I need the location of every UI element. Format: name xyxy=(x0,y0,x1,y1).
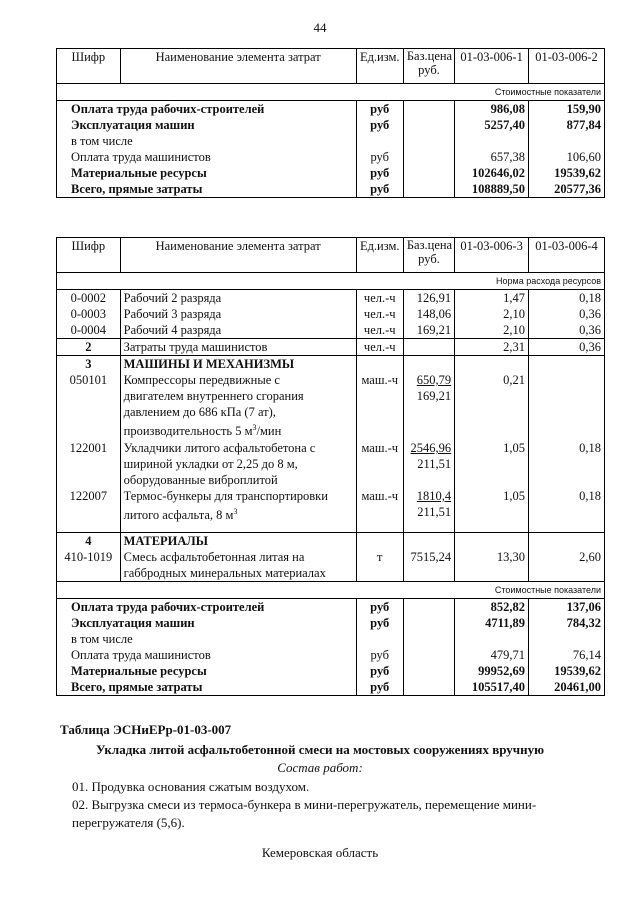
row-value-b: 106,60 xyxy=(529,149,605,165)
row-value-a xyxy=(455,631,529,647)
table-cell xyxy=(356,532,403,549)
table-row xyxy=(57,339,605,356)
row-unit: руб xyxy=(356,598,403,615)
row-name: Эксплуатация машин xyxy=(57,117,357,133)
row-name: в том числе xyxy=(57,631,357,647)
row-unit xyxy=(356,133,403,149)
table-cell xyxy=(356,356,403,373)
row-name-line: Компрессоры передвижные с xyxy=(123,373,280,387)
section-code: 3 xyxy=(57,356,121,373)
row-value-b: 19539,62 xyxy=(529,663,605,679)
col-base-price: Баз.цена руб. xyxy=(403,238,454,273)
row-value-a: 2,10 xyxy=(455,322,529,339)
row-value-b: 0,36 xyxy=(529,306,605,322)
table-row xyxy=(57,631,605,647)
section-name: МАШИНЫ И МЕХАНИЗМЫ xyxy=(120,356,356,373)
cost-table-2 xyxy=(56,237,605,696)
col-code-a: 01-03-006-3 xyxy=(455,238,529,273)
row-price xyxy=(403,615,454,631)
row-value-a: 986,08 xyxy=(455,101,529,118)
row-value-a: 479,71 xyxy=(455,647,529,663)
row-name: Компрессоры передвижные с двигателем внутреннего сгорания давлением до 686 кПа (7 ат), производительность 5 $м^3$/мин xyxy=(120,372,356,440)
row-value-b: 0,36 xyxy=(529,339,605,356)
price-bottom: 211,51 xyxy=(417,505,452,519)
col-code: Шифр xyxy=(57,49,121,84)
table-row xyxy=(57,372,605,440)
row-name: Термос-бункеры для транспортировки литого асфальта, 8 $м^3$ xyxy=(120,488,356,532)
row-value-a: 1,05 xyxy=(455,440,529,488)
section-subtitle: Состав работ: xyxy=(277,760,363,775)
subheader-cost: Стоимостные показатели xyxy=(57,84,605,101)
row-name: Всего, прямые затраты xyxy=(57,679,357,696)
row-price: 148,06 xyxy=(403,306,454,322)
col-name: Наименование элемента затрат xyxy=(120,49,356,84)
row-name-line: Укладчики литого асфальтобетона с xyxy=(123,441,316,455)
table-cell xyxy=(529,532,605,549)
row-value-b: 0,36 xyxy=(529,322,605,339)
table-row xyxy=(57,181,605,198)
table-cell xyxy=(403,532,454,549)
row-value-a: 0,21 xyxy=(455,372,529,440)
table-row xyxy=(57,440,605,488)
row-name: Материальные ресурсы xyxy=(57,663,357,679)
row-value-b: 20577,36 xyxy=(529,181,605,198)
footer-region: Кемеровская область xyxy=(261,845,379,860)
table-cell xyxy=(403,356,454,373)
price-top: 650,79 xyxy=(416,373,452,387)
row-value-a: 5257,40 xyxy=(455,117,529,133)
row-name-unit: /мин xyxy=(256,424,282,439)
row-name: Рабочий 2 разряда xyxy=(120,290,356,307)
col-unit: Ед.изм. xyxy=(356,49,403,84)
row-name-line: двигателем внутреннего сгорания xyxy=(123,389,304,403)
row-price xyxy=(403,101,454,118)
col-code-a: 01-03-006-1 xyxy=(455,49,529,84)
row-value-a: 2,31 xyxy=(455,339,529,356)
row-price: 126,91 xyxy=(403,290,454,307)
row-value-b: 877,84 xyxy=(529,117,605,133)
row-value-a: 102646,02 xyxy=(455,165,529,181)
row-value-b: 20461,00 xyxy=(529,679,605,696)
row-value-b: 19539,62 xyxy=(529,165,605,181)
row-price: 7515,24 xyxy=(403,549,454,582)
row-value-a: 105517,40 xyxy=(455,679,529,696)
row-value-b: 137,06 xyxy=(529,598,605,615)
row-name xyxy=(120,549,356,582)
row-unit: руб xyxy=(356,679,403,696)
price-top: 2546,96 xyxy=(410,441,452,455)
row-name: Эксплуатация машин xyxy=(57,615,357,631)
row-name-line: производительность 5 м xyxy=(123,424,253,439)
row-value-a: 657,38 xyxy=(455,149,529,165)
row-value-a: 2,10 xyxy=(455,306,529,322)
table2-body xyxy=(57,290,605,696)
row-price: 169,21 xyxy=(403,322,454,339)
work-item-2: 02. Выгрузка смеси из термоса-бункера в мини-перегружатель, перемещение мини-перегружателя (5,6). xyxy=(72,797,537,830)
row-code: 122007 xyxy=(57,488,121,532)
row-code: 2 xyxy=(57,339,121,356)
table-row xyxy=(57,532,605,549)
section-name: МАТЕРИАЛЫ xyxy=(120,532,356,549)
row-value-a: 852,82 xyxy=(455,598,529,615)
table-row xyxy=(57,165,605,181)
row-code: 0-0002 xyxy=(57,290,121,307)
row-name-line: Термос-бункеры для транспортировки xyxy=(123,489,328,503)
row-value-b: 2,60 xyxy=(529,549,605,582)
row-value-a: 4711,89 xyxy=(455,615,529,631)
row-unit: т xyxy=(356,549,403,582)
row-price xyxy=(403,488,454,532)
row-price xyxy=(403,165,454,181)
row-name-line: Смесь асфальтобетонная литая на xyxy=(123,549,305,564)
row-name: Материальные ресурсы xyxy=(57,165,357,181)
subheader-norms: Норма расхода ресурсов xyxy=(57,273,605,290)
table-row xyxy=(57,615,605,631)
row-value-b: 0,18 xyxy=(529,440,605,488)
row-unit: маш.-ч xyxy=(356,488,403,532)
row-unit: руб xyxy=(356,149,403,165)
row-name: Всего, прямые затраты xyxy=(57,181,357,198)
row-unit xyxy=(356,631,403,647)
col-unit: Ед.изм. xyxy=(356,238,403,273)
row-value-a: 108889,50 xyxy=(455,181,529,198)
row-unit: маш.-ч xyxy=(356,440,403,488)
row-name: Оплата труда машинистов xyxy=(57,149,357,165)
table-row xyxy=(57,679,605,696)
row-name: в том числе xyxy=(57,133,357,149)
row-name: Затраты труда машинистов xyxy=(120,339,356,356)
row-unit: руб xyxy=(356,165,403,181)
table-row xyxy=(57,598,605,615)
row-value-b: 76,14 xyxy=(529,647,605,663)
table-row xyxy=(57,647,605,663)
row-price xyxy=(403,339,454,356)
row-price xyxy=(403,647,454,663)
row-name: Рабочий 4 разряда xyxy=(120,322,356,339)
row-unit: чел.-ч xyxy=(356,290,403,307)
row-price xyxy=(403,598,454,615)
row-value-b xyxy=(529,372,605,440)
table-row xyxy=(57,488,605,532)
row-name: Оплата труда рабочих-строителей xyxy=(57,101,357,118)
table-label: Таблица ЭСНиЕРр-01-03-007 xyxy=(60,722,232,737)
row-unit: руб xyxy=(356,663,403,679)
table-cell xyxy=(455,532,529,549)
row-unit: чел.-ч xyxy=(356,322,403,339)
row-unit: руб xyxy=(356,117,403,133)
row-value-b xyxy=(529,631,605,647)
row-unit: руб xyxy=(356,101,403,118)
row-unit: руб xyxy=(356,647,403,663)
row-name: Оплата труда машинистов xyxy=(57,647,357,663)
row-price xyxy=(403,679,454,696)
page-number: 44 xyxy=(313,20,327,35)
row-price xyxy=(403,372,454,440)
row-price xyxy=(403,133,454,149)
subheader-cost: Стоимостные показатели xyxy=(57,581,605,598)
row-value-a: 13,30 xyxy=(455,549,529,582)
table-row xyxy=(57,663,605,679)
row-value-b: 159,90 xyxy=(529,101,605,118)
row-value-a: 1,05 xyxy=(455,488,529,532)
row-name-line: шириной укладки от 2,25 до 8 м, xyxy=(123,457,298,471)
row-value-b: 0,18 xyxy=(529,290,605,307)
row-value-b xyxy=(529,133,605,149)
col-code-b: 01-03-006-4 xyxy=(529,238,605,273)
row-unit: руб xyxy=(356,615,403,631)
row-price xyxy=(403,631,454,647)
price-bottom: 211,51 xyxy=(417,457,452,471)
table-row xyxy=(57,117,605,133)
row-unit: чел.-ч xyxy=(356,339,403,356)
col-base-price: Баз.цена руб. xyxy=(403,49,454,84)
table-row xyxy=(57,356,605,373)
row-code: 0-0004 xyxy=(57,322,121,339)
row-code: 050101 xyxy=(57,372,121,440)
subheader-row xyxy=(57,581,605,598)
row-code: 122001 xyxy=(57,440,121,488)
table-row xyxy=(57,101,605,118)
row-name-line: габбродных минеральных материалах xyxy=(123,565,326,580)
table-cell xyxy=(529,356,605,373)
price-top: 1810,4 xyxy=(416,489,452,503)
row-price xyxy=(403,663,454,679)
row-value-b: 784,32 xyxy=(529,615,605,631)
col-code: Шифр xyxy=(57,238,121,273)
section-code: 4 xyxy=(57,532,121,549)
row-name: Оплата труда рабочих-строителей xyxy=(57,598,357,615)
row-value-b: 0,18 xyxy=(529,488,605,532)
row-code: 0-0003 xyxy=(57,306,121,322)
row-unit: чел.-ч xyxy=(356,306,403,322)
row-name-line: давлением до 686 кПа (7 ат), xyxy=(123,405,276,419)
row-unit: руб xyxy=(356,181,403,198)
row-price xyxy=(403,149,454,165)
table-row xyxy=(57,549,605,582)
table-row xyxy=(57,322,605,339)
table1-body xyxy=(57,101,605,198)
row-name-line: литого асфальта, 8 м xyxy=(123,508,234,523)
table-row xyxy=(57,290,605,307)
price-bottom: 169,21 xyxy=(416,389,452,403)
table-cell xyxy=(455,356,529,373)
row-name xyxy=(120,440,356,488)
table-header xyxy=(57,238,605,273)
col-code-b: 01-03-006-2 xyxy=(529,49,605,84)
row-unit: маш.-ч xyxy=(356,372,403,440)
col-name: Наименование элемента затрат xyxy=(120,238,356,273)
row-name-line: оборудованные виброплитой xyxy=(123,473,278,487)
row-code: 410-1019 xyxy=(57,549,121,582)
work-item-1: 01. Продувка основания сжатым воздухом. xyxy=(72,779,310,794)
row-price xyxy=(403,181,454,198)
table-row xyxy=(57,149,605,165)
row-value-a: 1,47 xyxy=(455,290,529,307)
row-name: Рабочий 3 разряда xyxy=(120,306,356,322)
row-value-a: 99952,69 xyxy=(455,663,529,679)
row-value-a xyxy=(455,133,529,149)
section-title: Укладка литой асфальтобетонной смеси на мостовых сооружениях вручную xyxy=(95,742,545,757)
row-price xyxy=(403,117,454,133)
row-price xyxy=(403,440,454,488)
cost-table-1 xyxy=(56,48,605,198)
table-row xyxy=(57,133,605,149)
table-row xyxy=(57,306,605,322)
table-header xyxy=(57,49,605,84)
